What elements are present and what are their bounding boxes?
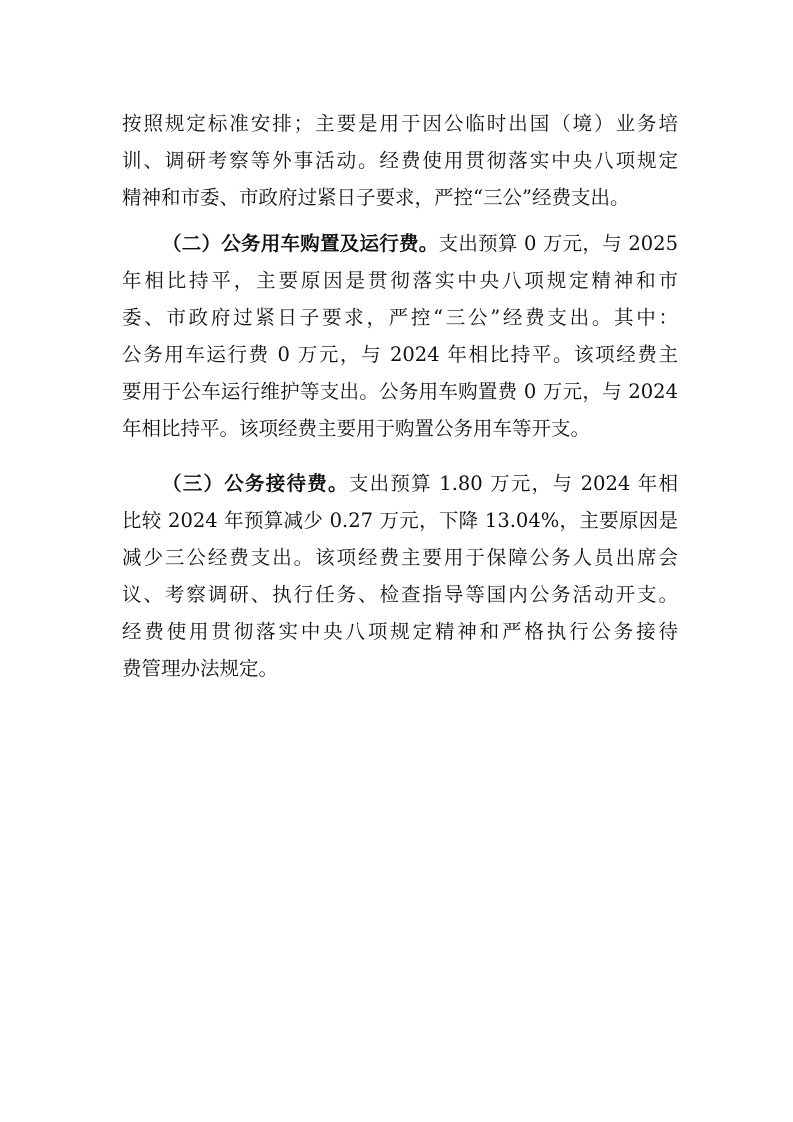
paragraph-reception-costs (122, 465, 678, 687)
section-heading-reception: （三）公务接待费。 (162, 472, 349, 495)
paragraph-foreign-travel (122, 105, 678, 216)
text-line: 减少三公经费支出。该项经费主要用于保障公务人员出席会 (122, 546, 678, 569)
text-line: 要用于公车运行维护等支出。公务用车购置费 0 万元，与 2024 (122, 380, 678, 403)
paragraph-vehicle-costs (122, 225, 678, 447)
text-fragment: 支出预算 0 万元，与 2025 (438, 232, 678, 255)
text-line: 费管理办法规定。 (122, 657, 279, 680)
section-heading-vehicle: （二）公务用车购置及运行费。 (162, 232, 439, 255)
text-line: 议、考察调研、执行任务、检查指导等国内公务活动开支。 (122, 583, 678, 606)
text-line-first (122, 225, 678, 262)
text-fragment: 支出预算 1.80 万元，与 2024 年相 (348, 472, 678, 495)
text-line: 年相比持平，主要原因是贯彻落实中央八项规定精神和市 (122, 269, 678, 292)
text-line: 训、调研考察等外事活动。经费使用贯彻落实中央八项规定 (122, 149, 678, 172)
text-line: 公务用车运行费 0 万元，与 2024 年相比持平。该项经费主 (122, 343, 678, 366)
text-line: 年相比持平。该项经费主要用于购置公务用车等开支。 (122, 417, 591, 440)
text-line: 精神和市委、市政府过紧日子要求，严控“三公”经费支出。 (122, 186, 630, 209)
text-line: 经费使用贯彻落实中央八项规定精神和严格执行公务接待 (122, 620, 678, 643)
text-line-first (122, 465, 678, 502)
text-line: 比较 2024 年预算减少 0.27 万元，下降 13.04%，主要原因是 (122, 509, 678, 532)
text-line: 按照规定标准安排；主要是用于因公临时出国（境）业务培 (122, 112, 678, 135)
text-line: 委、市政府过紧日子要求，严控“三公”经费支出。其中： (122, 306, 678, 329)
